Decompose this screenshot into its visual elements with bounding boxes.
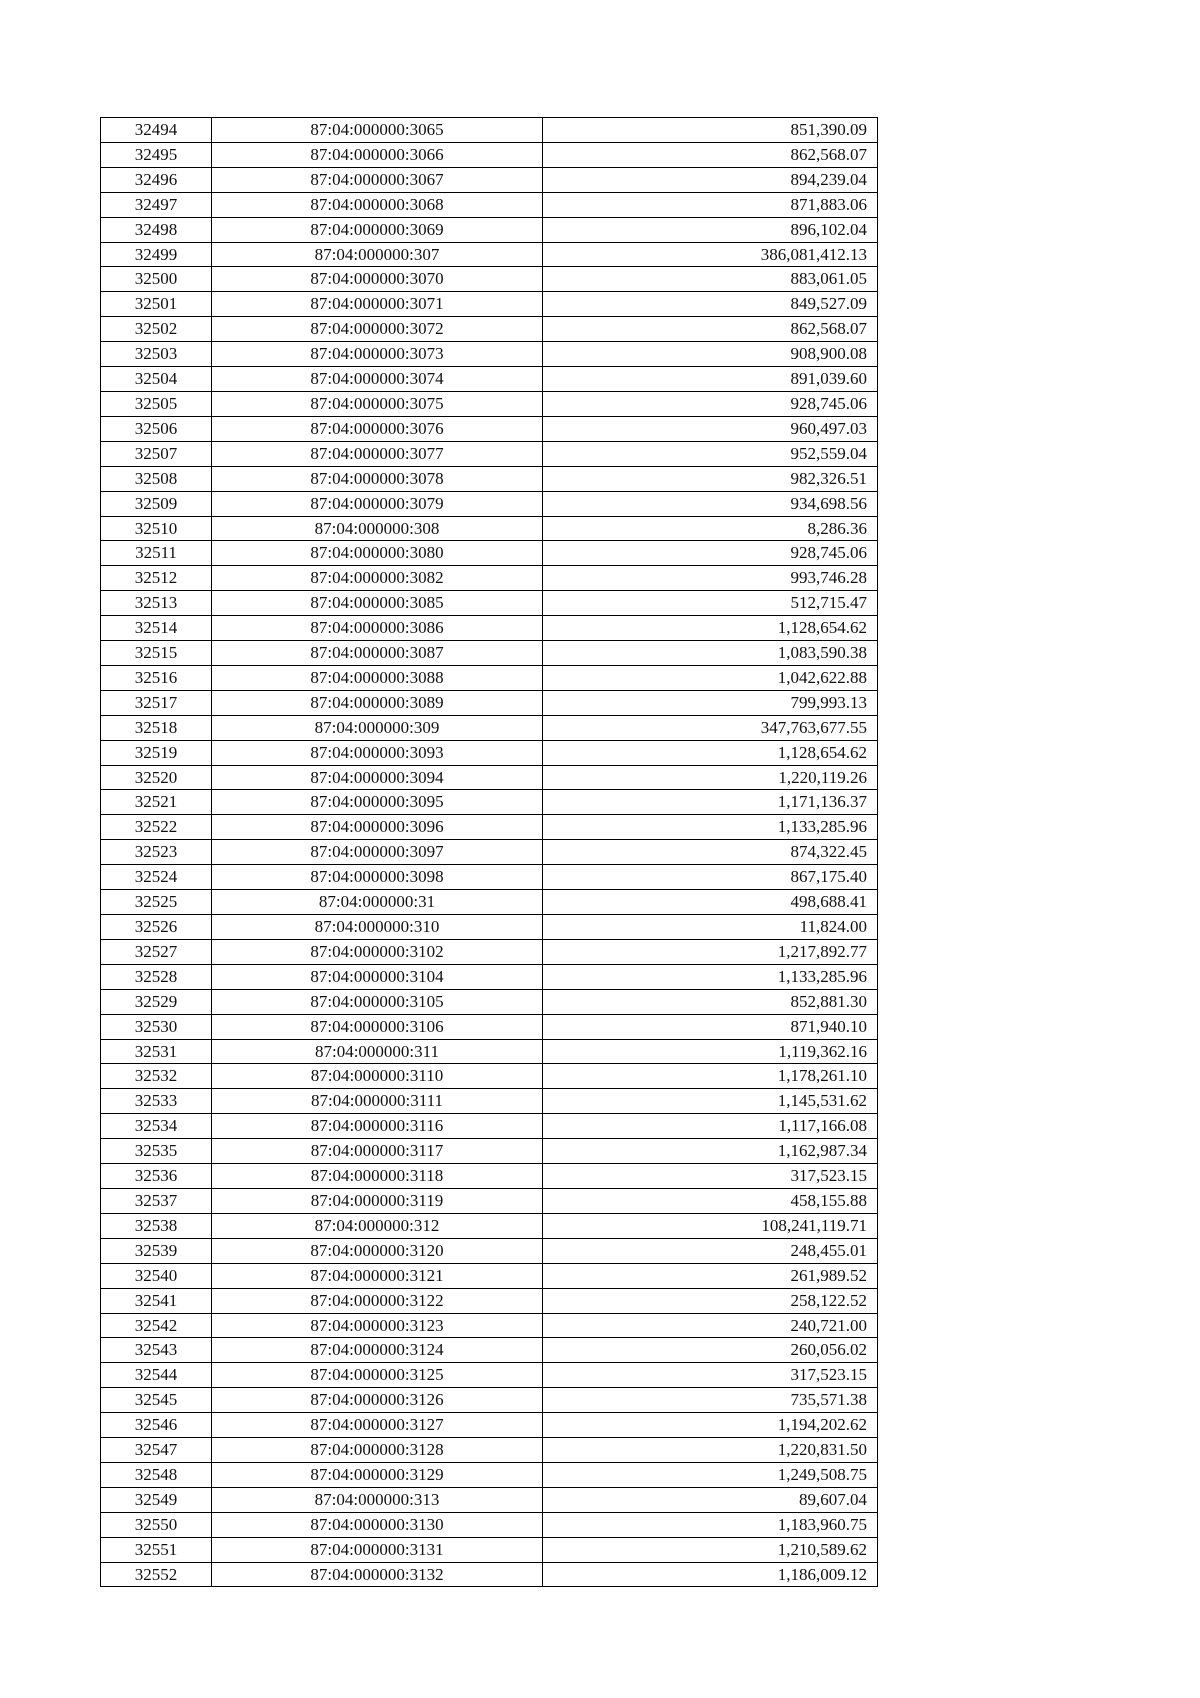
cadastral-number-cell: 87:04:000000:308: [212, 516, 543, 541]
row-number-cell: 32541: [101, 1288, 212, 1313]
cadastral-number-cell: 87:04:000000:3070: [212, 267, 543, 292]
table-row: [101, 740, 878, 765]
table-row: [101, 790, 878, 815]
row-number-cell: 32513: [101, 591, 212, 616]
table-row: [101, 840, 878, 865]
value-cell: 867,175.40: [543, 865, 878, 890]
cadastral-number-cell: 87:04:000000:3124: [212, 1338, 543, 1363]
row-number-cell: 32508: [101, 466, 212, 491]
row-number-cell: 32525: [101, 890, 212, 915]
cadastral-number-cell: 87:04:000000:3095: [212, 790, 543, 815]
row-number-cell: 32545: [101, 1388, 212, 1413]
cadastral-number-cell: 87:04:000000:3082: [212, 566, 543, 591]
table-row: [101, 1413, 878, 1438]
cadastral-number-cell: 87:04:000000:3104: [212, 964, 543, 989]
table-row: [101, 1313, 878, 1338]
row-number-cell: 32505: [101, 391, 212, 416]
table-row: [101, 665, 878, 690]
row-number-cell: 32499: [101, 242, 212, 267]
cadastral-number-cell: 87:04:000000:307: [212, 242, 543, 267]
row-number-cell: 32521: [101, 790, 212, 815]
row-number-cell: 32517: [101, 690, 212, 715]
row-number-cell: 32534: [101, 1114, 212, 1139]
value-cell: 261,989.52: [543, 1263, 878, 1288]
value-cell: 108,241,119.71: [543, 1213, 878, 1238]
cadastral-number-cell: 87:04:000000:31: [212, 890, 543, 915]
value-cell: 960,497.03: [543, 416, 878, 441]
value-cell: 1,128,654.62: [543, 616, 878, 641]
value-cell: 8,286.36: [543, 516, 878, 541]
cadastral-number-cell: 87:04:000000:3105: [212, 989, 543, 1014]
cadastral-number-cell: 87:04:000000:3118: [212, 1164, 543, 1189]
cadastral-number-cell: 87:04:000000:3089: [212, 690, 543, 715]
cadastral-number-cell: 87:04:000000:3078: [212, 466, 543, 491]
value-cell: 260,056.02: [543, 1338, 878, 1363]
value-cell: 1,145,531.62: [543, 1089, 878, 1114]
cadastral-number-cell: 87:04:000000:3097: [212, 840, 543, 865]
value-cell: 894,239.04: [543, 167, 878, 192]
cadastral-number-cell: 87:04:000000:3094: [212, 765, 543, 790]
cadastral-number-cell: 87:04:000000:312: [212, 1213, 543, 1238]
row-number-cell: 32522: [101, 815, 212, 840]
value-cell: 908,900.08: [543, 342, 878, 367]
table-row: [101, 292, 878, 317]
table-row: [101, 1039, 878, 1064]
table-row: [101, 1164, 878, 1189]
row-number-cell: 32535: [101, 1139, 212, 1164]
row-number-cell: 32498: [101, 217, 212, 242]
table-row: [101, 1213, 878, 1238]
table-row: [101, 516, 878, 541]
table-row: [101, 1064, 878, 1089]
cadastral-number-cell: 87:04:000000:311: [212, 1039, 543, 1064]
row-number-cell: 32524: [101, 865, 212, 890]
value-cell: 1,083,590.38: [543, 641, 878, 666]
cadastral-number-cell: 87:04:000000:3129: [212, 1462, 543, 1487]
row-number-cell: 32543: [101, 1338, 212, 1363]
value-cell: 871,883.06: [543, 192, 878, 217]
value-cell: 258,122.52: [543, 1288, 878, 1313]
table-row: [101, 715, 878, 740]
cadastral-number-cell: 87:04:000000:3132: [212, 1562, 543, 1587]
row-number-cell: 32496: [101, 167, 212, 192]
row-number-cell: 32512: [101, 566, 212, 591]
cadastral-number-cell: 87:04:000000:3085: [212, 591, 543, 616]
cadastral-value-table: [100, 117, 878, 1587]
row-number-cell: 32548: [101, 1462, 212, 1487]
table-row: [101, 915, 878, 940]
table-row: [101, 1562, 878, 1587]
cadastral-number-cell: 87:04:000000:3074: [212, 367, 543, 392]
cadastral-number-cell: 87:04:000000:3073: [212, 342, 543, 367]
table-row: [101, 964, 878, 989]
cadastral-number-cell: 87:04:000000:3116: [212, 1114, 543, 1139]
value-cell: 1,220,119.26: [543, 765, 878, 790]
value-cell: 871,940.10: [543, 1014, 878, 1039]
cadastral-number-cell: 87:04:000000:3131: [212, 1537, 543, 1562]
cadastral-number-cell: 87:04:000000:3098: [212, 865, 543, 890]
value-cell: 317,523.15: [543, 1363, 878, 1388]
cadastral-number-cell: 87:04:000000:3125: [212, 1363, 543, 1388]
cadastral-number-cell: 87:04:000000:3079: [212, 491, 543, 516]
cadastral-number-cell: 87:04:000000:313: [212, 1487, 543, 1512]
value-cell: 498,688.41: [543, 890, 878, 915]
cadastral-number-cell: 87:04:000000:3102: [212, 939, 543, 964]
value-cell: 1,178,261.10: [543, 1064, 878, 1089]
table-row: [101, 317, 878, 342]
value-cell: 874,322.45: [543, 840, 878, 865]
value-cell: 1,210,589.62: [543, 1537, 878, 1562]
table-row: [101, 1487, 878, 1512]
cadastral-number-cell: 87:04:000000:3088: [212, 665, 543, 690]
table-row: [101, 491, 878, 516]
value-cell: 386,081,412.13: [543, 242, 878, 267]
row-number-cell: 32533: [101, 1089, 212, 1114]
value-cell: 1,128,654.62: [543, 740, 878, 765]
row-number-cell: 32537: [101, 1188, 212, 1213]
value-cell: 851,390.09: [543, 118, 878, 143]
table-body: [101, 118, 878, 1587]
cadastral-number-cell: 87:04:000000:3068: [212, 192, 543, 217]
row-number-cell: 32501: [101, 292, 212, 317]
row-number-cell: 32520: [101, 765, 212, 790]
value-cell: 248,455.01: [543, 1238, 878, 1263]
cadastral-number-cell: 87:04:000000:3130: [212, 1512, 543, 1537]
row-number-cell: 32542: [101, 1313, 212, 1338]
cadastral-number-cell: 87:04:000000:3066: [212, 142, 543, 167]
row-number-cell: 32549: [101, 1487, 212, 1512]
value-cell: 1,133,285.96: [543, 964, 878, 989]
value-cell: 1,183,960.75: [543, 1512, 878, 1537]
table-row: [101, 989, 878, 1014]
table-row: [101, 1388, 878, 1413]
value-cell: 928,745.06: [543, 541, 878, 566]
cadastral-number-cell: 87:04:000000:3126: [212, 1388, 543, 1413]
value-cell: 1,220,831.50: [543, 1438, 878, 1463]
cadastral-number-cell: 87:04:000000:3119: [212, 1188, 543, 1213]
table-row: [101, 541, 878, 566]
table-row: [101, 1512, 878, 1537]
cadastral-number-cell: 87:04:000000:3111: [212, 1089, 543, 1114]
row-number-cell: 32532: [101, 1064, 212, 1089]
table-row: [101, 267, 878, 292]
table-row: [101, 616, 878, 641]
cadastral-number-cell: 87:04:000000:3071: [212, 292, 543, 317]
value-cell: 799,993.13: [543, 690, 878, 715]
table-row: [101, 1139, 878, 1164]
row-number-cell: 32502: [101, 317, 212, 342]
row-number-cell: 32539: [101, 1238, 212, 1263]
row-number-cell: 32551: [101, 1537, 212, 1562]
row-number-cell: 32519: [101, 740, 212, 765]
cadastral-number-cell: 87:04:000000:3086: [212, 616, 543, 641]
table-row: [101, 1462, 878, 1487]
row-number-cell: 32509: [101, 491, 212, 516]
cadastral-number-cell: 87:04:000000:3065: [212, 118, 543, 143]
table-row: [101, 566, 878, 591]
row-number-cell: 32506: [101, 416, 212, 441]
value-cell: 1,249,508.75: [543, 1462, 878, 1487]
row-number-cell: 32507: [101, 441, 212, 466]
row-number-cell: 32523: [101, 840, 212, 865]
table-row: [101, 367, 878, 392]
value-cell: 317,523.15: [543, 1164, 878, 1189]
row-number-cell: 32494: [101, 118, 212, 143]
value-cell: 240,721.00: [543, 1313, 878, 1338]
value-cell: 883,061.05: [543, 267, 878, 292]
cadastral-number-cell: 87:04:000000:3110: [212, 1064, 543, 1089]
value-cell: 1,133,285.96: [543, 815, 878, 840]
cadastral-number-cell: 87:04:000000:3076: [212, 416, 543, 441]
row-number-cell: 32527: [101, 939, 212, 964]
row-number-cell: 32550: [101, 1512, 212, 1537]
cadastral-number-cell: 87:04:000000:3087: [212, 641, 543, 666]
row-number-cell: 32500: [101, 267, 212, 292]
table-row: [101, 242, 878, 267]
value-cell: 862,568.07: [543, 142, 878, 167]
value-cell: 982,326.51: [543, 466, 878, 491]
table-row: [101, 391, 878, 416]
value-cell: 896,102.04: [543, 217, 878, 242]
row-number-cell: 32515: [101, 641, 212, 666]
cadastral-number-cell: 87:04:000000:3080: [212, 541, 543, 566]
table-row: [101, 1263, 878, 1288]
table-row: [101, 1089, 878, 1114]
row-number-cell: 32518: [101, 715, 212, 740]
table-row: [101, 142, 878, 167]
row-number-cell: 32547: [101, 1438, 212, 1463]
table-row: [101, 591, 878, 616]
value-cell: 952,559.04: [543, 441, 878, 466]
table-row: [101, 416, 878, 441]
cadastral-number-cell: 87:04:000000:310: [212, 915, 543, 940]
value-cell: 1,117,166.08: [543, 1114, 878, 1139]
value-cell: 89,607.04: [543, 1487, 878, 1512]
row-number-cell: 32538: [101, 1213, 212, 1238]
row-number-cell: 32510: [101, 516, 212, 541]
row-number-cell: 32495: [101, 142, 212, 167]
row-number-cell: 32497: [101, 192, 212, 217]
table-row: [101, 865, 878, 890]
table-row: [101, 815, 878, 840]
table-row: [101, 1238, 878, 1263]
table-row: [101, 1014, 878, 1039]
row-number-cell: 32514: [101, 616, 212, 641]
value-cell: 993,746.28: [543, 566, 878, 591]
value-cell: 862,568.07: [543, 317, 878, 342]
row-number-cell: 32504: [101, 367, 212, 392]
value-cell: 1,171,136.37: [543, 790, 878, 815]
row-number-cell: 32531: [101, 1039, 212, 1064]
value-cell: 1,186,009.12: [543, 1562, 878, 1587]
table-row: [101, 690, 878, 715]
row-number-cell: 32540: [101, 1263, 212, 1288]
row-number-cell: 32516: [101, 665, 212, 690]
row-number-cell: 32528: [101, 964, 212, 989]
cadastral-number-cell: 87:04:000000:3123: [212, 1313, 543, 1338]
table-row: [101, 118, 878, 143]
table-row: [101, 765, 878, 790]
value-cell: 928,745.06: [543, 391, 878, 416]
value-cell: 852,881.30: [543, 989, 878, 1014]
value-cell: 934,698.56: [543, 491, 878, 516]
cadastral-number-cell: 87:04:000000:3067: [212, 167, 543, 192]
value-cell: 1,162,987.34: [543, 1139, 878, 1164]
cadastral-number-cell: 87:04:000000:3117: [212, 1139, 543, 1164]
value-cell: 458,155.88: [543, 1188, 878, 1213]
row-number-cell: 32529: [101, 989, 212, 1014]
cadastral-number-cell: 87:04:000000:3128: [212, 1438, 543, 1463]
cadastral-number-cell: 87:04:000000:3072: [212, 317, 543, 342]
value-cell: 512,715.47: [543, 591, 878, 616]
value-cell: 1,119,362.16: [543, 1039, 878, 1064]
row-number-cell: 32530: [101, 1014, 212, 1039]
value-cell: 347,763,677.55: [543, 715, 878, 740]
table-row: [101, 641, 878, 666]
cadastral-number-cell: 87:04:000000:3075: [212, 391, 543, 416]
row-number-cell: 32536: [101, 1164, 212, 1189]
row-number-cell: 32552: [101, 1562, 212, 1587]
table-row: [101, 441, 878, 466]
table-row: [101, 1438, 878, 1463]
table-row: [101, 1537, 878, 1562]
cadastral-number-cell: 87:04:000000:3077: [212, 441, 543, 466]
value-cell: 1,194,202.62: [543, 1413, 878, 1438]
table-row: [101, 1338, 878, 1363]
table-row: [101, 167, 878, 192]
table-row: [101, 1188, 878, 1213]
table-row: [101, 192, 878, 217]
table-row: [101, 1363, 878, 1388]
value-cell: 11,824.00: [543, 915, 878, 940]
cadastral-number-cell: 87:04:000000:3096: [212, 815, 543, 840]
table-row: [101, 939, 878, 964]
row-number-cell: 32546: [101, 1413, 212, 1438]
cadastral-number-cell: 87:04:000000:3121: [212, 1263, 543, 1288]
value-cell: 735,571.38: [543, 1388, 878, 1413]
cadastral-number-cell: 87:04:000000:3069: [212, 217, 543, 242]
value-cell: 1,042,622.88: [543, 665, 878, 690]
cadastral-number-cell: 87:04:000000:3122: [212, 1288, 543, 1313]
row-number-cell: 32544: [101, 1363, 212, 1388]
table-row: [101, 1288, 878, 1313]
row-number-cell: 32526: [101, 915, 212, 940]
row-number-cell: 32503: [101, 342, 212, 367]
table-row: [101, 342, 878, 367]
value-cell: 849,527.09: [543, 292, 878, 317]
table-row: [101, 1114, 878, 1139]
table-row: [101, 466, 878, 491]
row-number-cell: 32511: [101, 541, 212, 566]
cadastral-number-cell: 87:04:000000:3093: [212, 740, 543, 765]
cadastral-number-cell: 87:04:000000:3120: [212, 1238, 543, 1263]
table-row: [101, 217, 878, 242]
cadastral-number-cell: 87:04:000000:3106: [212, 1014, 543, 1039]
cadastral-number-cell: 87:04:000000:309: [212, 715, 543, 740]
value-cell: 1,217,892.77: [543, 939, 878, 964]
cadastral-number-cell: 87:04:000000:3127: [212, 1413, 543, 1438]
value-cell: 891,039.60: [543, 367, 878, 392]
table-row: [101, 890, 878, 915]
